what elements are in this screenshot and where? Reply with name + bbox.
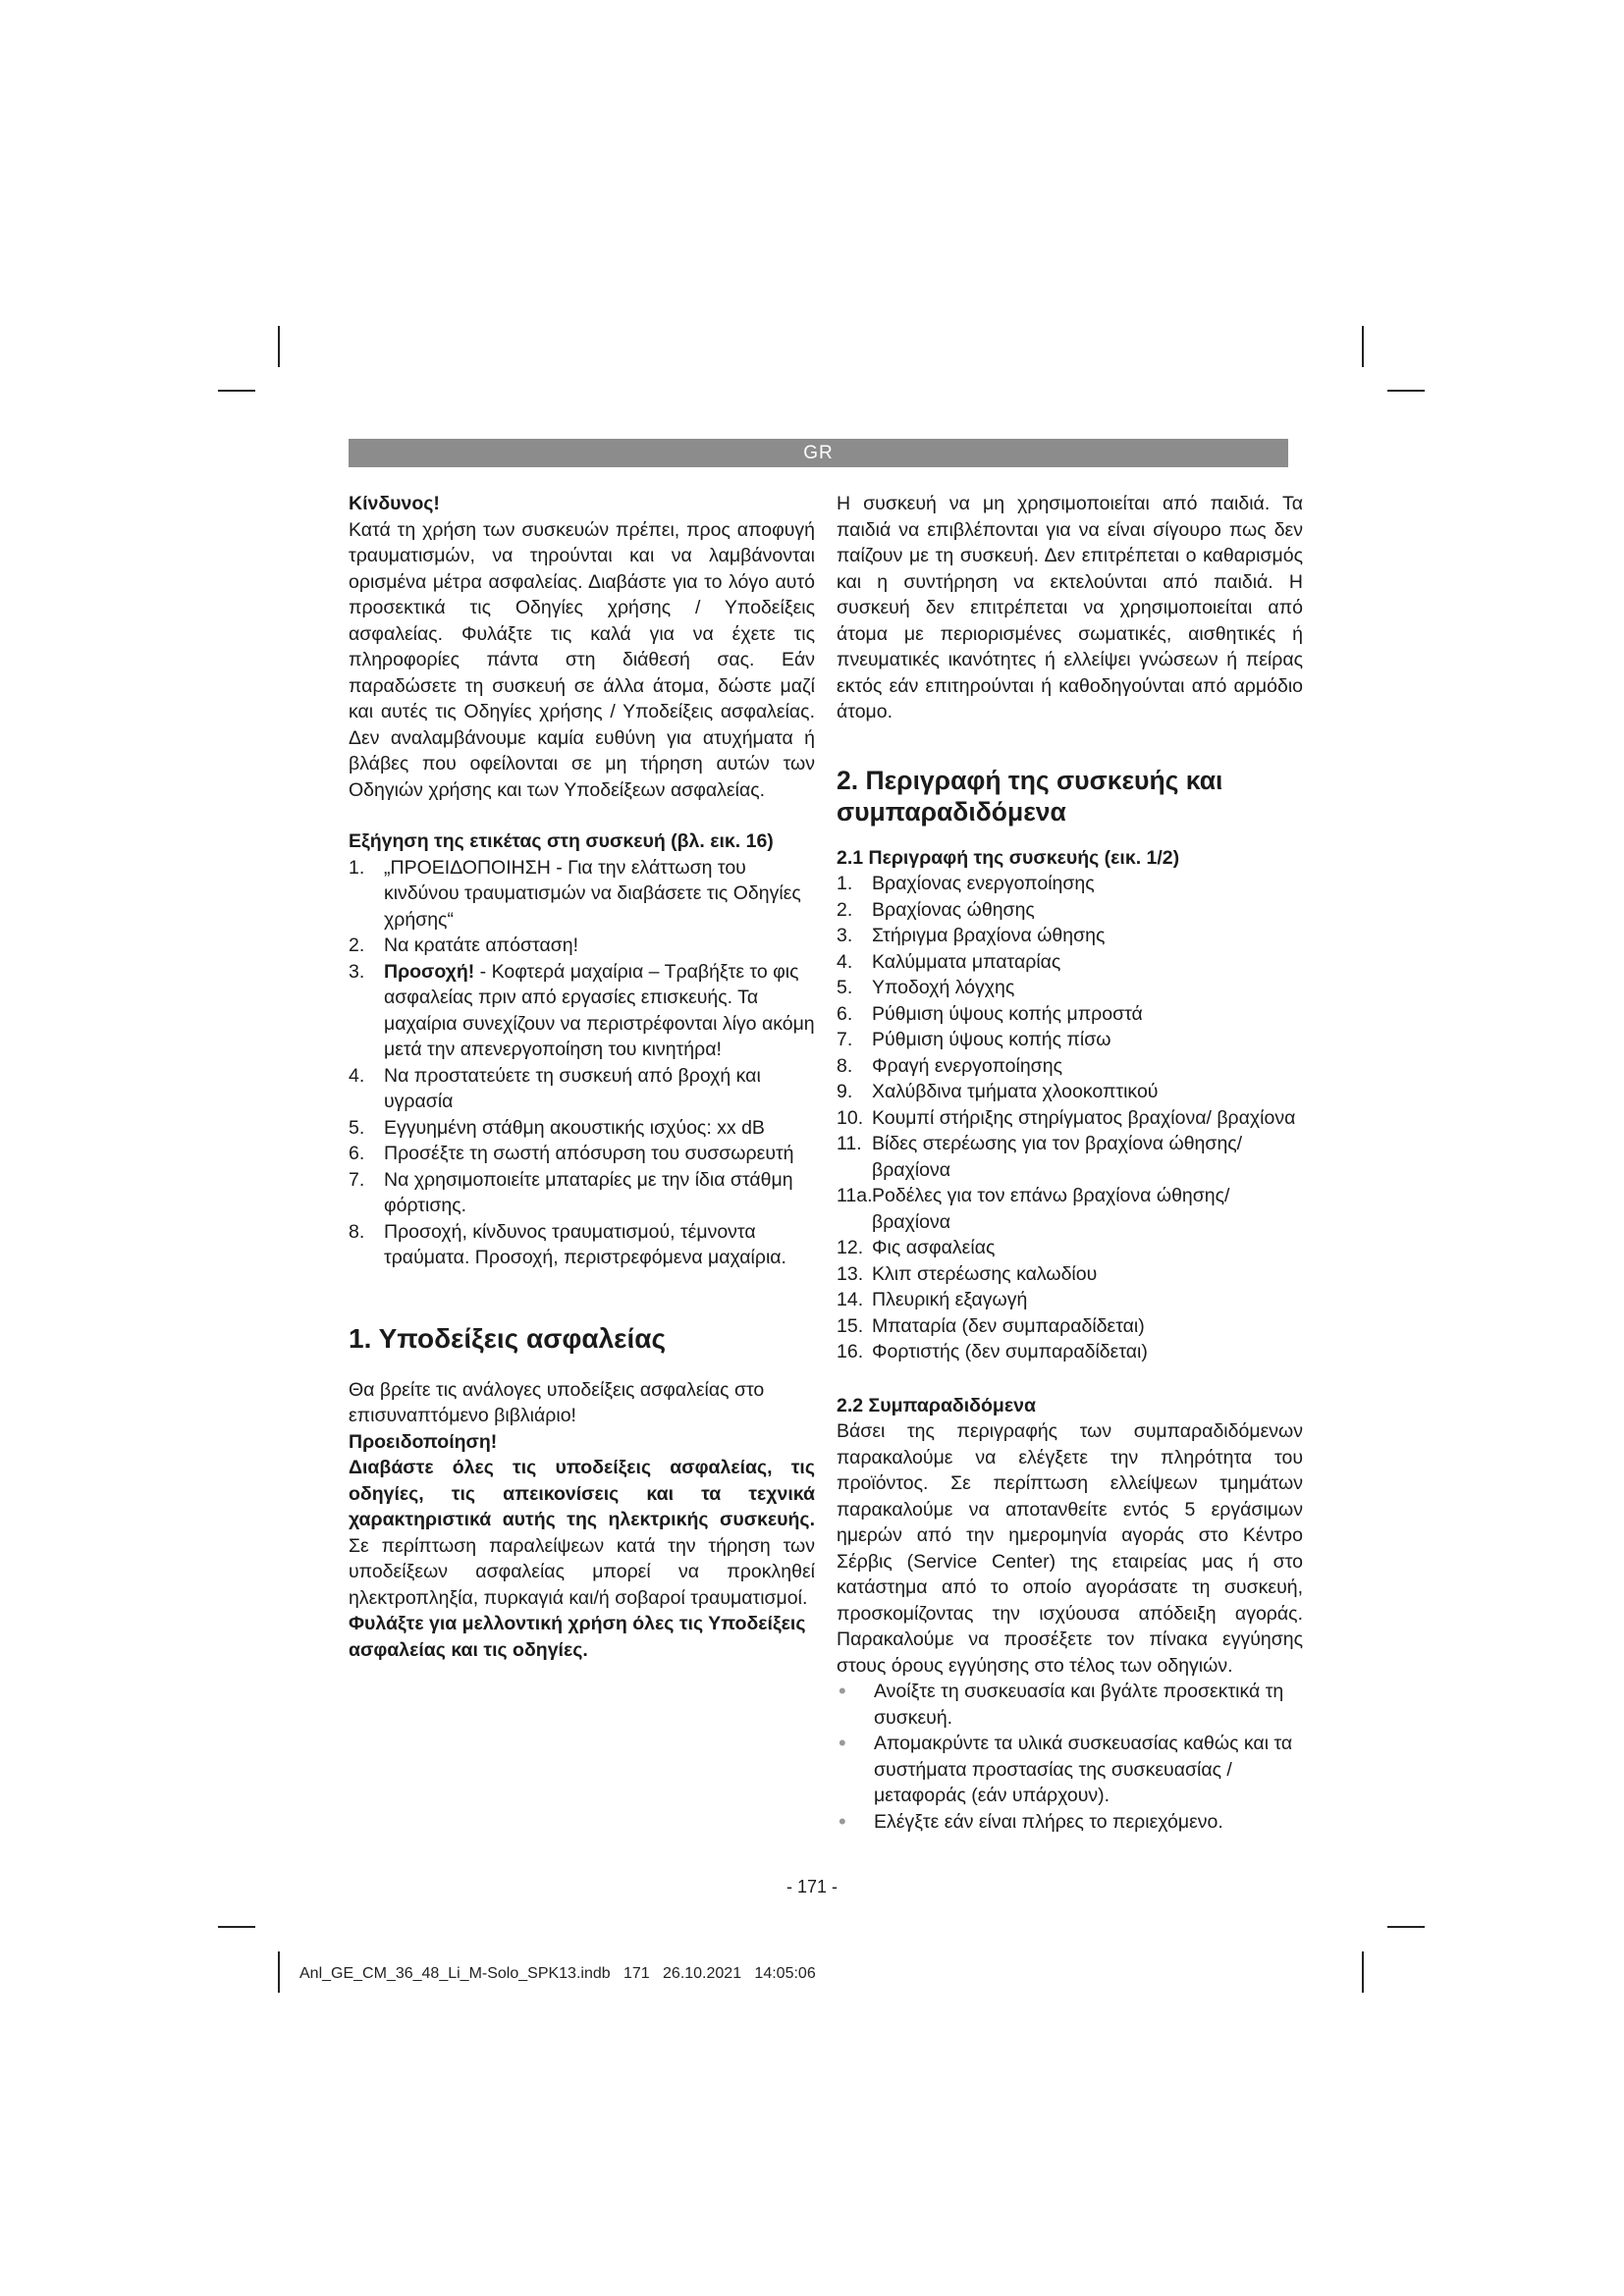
- unpacking-list: [837, 1679, 1303, 1835]
- label-explanation-title: Εξήγηση της ετικέτας στη συσκευή (βλ. εικ. 16): [349, 830, 774, 852]
- safety-text: Θα βρείτε τις ανάλογες υποδείξεις ασφαλείας στο επισυναπτόμενο βιβλιάριο!: [349, 1378, 765, 1426]
- list-item: 2. Βραχίονας ώθησης: [837, 898, 1035, 921]
- warning-title: Προειδοποίηση!: [349, 1430, 498, 1453]
- print-footer: Anl_GE_CM_36_48_Li_M-Solo_SPK13.indb 171 26.10.2021 14:05:06: [299, 1965, 816, 1982]
- crop-mark: [218, 390, 255, 392]
- keep-instructions-text: Φυλάξτε για μελλοντική χρήση όλες τις Υποδείξεις ασφαλείας και τις οδηγίες.: [349, 1613, 806, 1661]
- list-item: 1. Βραχίονας ενεργοποίησης: [837, 873, 1095, 894]
- safety-section-title: 1. Υποδείξεις ασφαλείας: [349, 1322, 667, 1354]
- danger-title: Κίνδυνος!: [349, 493, 440, 514]
- crop-mark: [278, 1951, 280, 1993]
- list-item: 8. Προσοχή, κίνδυνος τραυματισμού, τέμνοντα τραύματα. Προσοχή, περιστρεφόμενα μαχαίρια.: [349, 1220, 786, 1268]
- parts-list: [837, 871, 1303, 1365]
- crop-mark: [1387, 1926, 1425, 1928]
- children-text: Η συσκευή να μη χρησιμοποιείται από παιδιά. Τα παιδιά να επιβλέπονται για να είναι σίγουρο πως δεν παίζουν με τη συσκευή. Δεν επιτρέπεται ο καθαρισμός και η συντήρηση να εκτελούνται από παιδιά. Η συσκευή δεν επιτρέπεται να χρησιμοποιείται από άτομα με περιορισμένες σωματικές, αισθητικές ή πνευματικές ικανότητες ή ελλείψει γνώσεων ή πείρας εκτός εάν επιτηρούνται ή καθοδηγούνται από αρμόδιο άτομο.: [837, 493, 1303, 722]
- list-item: 9. Χαλύβδινα τμήματα χλοοκοπτικού: [837, 1081, 1159, 1102]
- list-item: 13. Κλιπ στερέωσης καλωδίου: [837, 1262, 1098, 1285]
- list-item: 11. Βίδες στερέωσης για τον βραχίονα ώθησης/ βραχίονα: [837, 1133, 1243, 1181]
- list-item: 4. Να προστατεύετε τη συσκευή από βροχή και υγρασία: [349, 1064, 761, 1112]
- list-item: 12. Φις ασφαλείας: [837, 1237, 996, 1258]
- scope-text: Βάσει της περιγραφής των συμπαραδιδόμενων παρακαλούμε να ελέγξετε την πληρότητα του προϊόντος. Σε περίπτωση ελλείψεων τμημάτων παρακαλούμε να αποτανθείτε εντός 5 εργάσιμων ημερών από την ημερομηνία αγοράς στο Κέντρο Σέρβις (Service Center) της εταιρείας μας ή στο κατάστημα από το οποίο αγοράσατε τη συσκευή, προσκομίζοντας την ισχύουσα απόδειξη αγοράς. Παρακαλούμε να προσέξετε τον πίνακα εγγύησης στους όρους εγγύησης στο τέλος των οδηγιών.: [837, 1420, 1303, 1677]
- warning-paragraph: [349, 1455, 815, 1611]
- description-section-title: 2. Περιγραφή της συσκευής και συμπαραδιδόμενα: [837, 765, 1223, 827]
- list-item: 10. Κουμπί στήριξης στηρίγματος βραχίονα/ βραχίονα: [837, 1106, 1296, 1129]
- warning-text: Σε περίπτωση παραλείψεων κατά την τήρηση των υποδείξεων ασφαλείας μπορεί να προκληθεί ηλεκτροπληξία, πυρκαγιά και/ή σοβαροί τραυματισμοί.: [349, 1534, 815, 1609]
- list-item: 7. Να χρησιμοποιείτε μπαταρίες με την ίδια στάθμη φόρτισης.: [349, 1168, 793, 1216]
- label-list: [349, 855, 815, 1271]
- language-label: GR: [803, 443, 834, 463]
- scope-subtitle: 2.2 Συμπαραδιδόμενα: [837, 1394, 1036, 1416]
- list-item: • Ανοίξτε τη συσκευασία και βγάλτε προσεκτικά τη συσκευή.: [839, 1679, 1284, 1729]
- list-item: 5. Εγγυημένη στάθμη ακουστικής ισχύος: xx dB: [349, 1116, 765, 1139]
- crop-mark: [218, 1926, 255, 1928]
- right-column: [837, 491, 1303, 1835]
- crop-mark: [1362, 326, 1364, 367]
- description-subtitle: 2.1 Περιγραφή της συσκευής (εικ. 1/2): [837, 846, 1180, 869]
- list-item: 14. Πλευρική εξαγωγή: [837, 1289, 1028, 1310]
- list-item: 6. Ρύθμιση ύψους κοπής μπροστά: [837, 1002, 1143, 1025]
- bullet-icon: •: [839, 1731, 846, 1755]
- list-item: 1. „ΠΡΟΕΙΔΟΠΟΙΗΣΗ - Για την ελάττωση του κινδύνου τραυματισμών να διαβάσετε τις Οδηγίες χρήσης“: [349, 856, 801, 931]
- list-item: 4. Καλύμματα μπαταρίας: [837, 950, 1061, 973]
- list-item: 3. Στήριγμα βραχίονα ώθησης: [837, 925, 1106, 946]
- list-item: 11a. Ροδέλες για τον επάνω βραχίονα ώθησης/ βραχίονα: [837, 1185, 1230, 1233]
- list-item: 6. Προσέξτε τη σωστή απόσυρση του συσσωρευτή: [349, 1143, 794, 1164]
- left-column: [349, 491, 815, 1663]
- list-item: 7. Ρύθμιση ύψους κοπής πίσω: [837, 1029, 1111, 1050]
- bullet-icon: •: [839, 1679, 846, 1703]
- danger-text: Κατά τη χρήση των συσκευών πρέπει, προς αποφυγή τραυματισμών, να τηρούνται και να λαμβάνονται ορισμένα μέτρα ασφαλείας. Διαβάστε για το λόγο αυτό προσεκτικά τις Οδηγίες χρήσης / Υποδείξεις ασφαλείας. Φυλάξτε τις καλά για να έχετε τις πληροφορίες πάντα στη διάθεσή σας. Εάν παραδώσετε τη συσκευή σε άλλα άτομα, δώστε μαζί και αυτές τις Οδηγίες χρήσης / Υποδείξεις ασφαλείας. Δεν αναλαμβάνουμε καμία ευθύνη για ατυχήματα ή βλάβες που οφείλονται σε μη τήρηση αυτών των Οδηγιών χρήσης και των Υποδείξεων ασφαλείας.: [349, 518, 815, 801]
- list-item: 16. Φορτιστής (δεν συμπαραδίδεται): [837, 1341, 1148, 1362]
- crop-mark: [1387, 390, 1425, 392]
- warning-bold-text: Διαβάστε όλες τις υποδείξεις ασφαλείας, τις οδηγίες, τις απεικονίσεις και τα τεχνικά χαρακτηριστικά αυτής της ηλεκτρικής συσκευής.: [349, 1457, 815, 1530]
- list-item: • Ελέγξτε εάν είναι πλήρες το περιεχόμενο.: [839, 1808, 1223, 1834]
- list-item: 15. Μπαταρία (δεν συμπαραδίδεται): [837, 1314, 1145, 1337]
- list-item: 8. Φραγή ενεργοποίησης: [837, 1054, 1062, 1077]
- language-header-bar: [349, 439, 1288, 467]
- list-item: 3. Προσοχή! - Κοφτερά μαχαίρια – Τραβήξτε το φις ασφαλείας πριν από εργασίες επισκευής. Τα μαχαίρια συνεχίζουν να περιστρέφονται λίγο ακόμη μετά την απενεργοποίηση του κινητήρα!: [349, 960, 815, 1060]
- list-item: 2. Να κρατάτε απόσταση!: [349, 934, 579, 956]
- list-item: 5. Υποδοχή λόγχης: [837, 977, 1015, 998]
- page-number: - 171 -: [785, 1877, 839, 1896]
- crop-mark: [1362, 1951, 1364, 1993]
- crop-mark: [278, 326, 280, 367]
- list-item: • Απομακρύντε τα υλικά συσκευασίας καθώς και τα συστήματα προστασίας της συσκευασίας / μεταφοράς (εάν υπάρχουν).: [839, 1731, 1293, 1806]
- bullet-icon: •: [839, 1808, 846, 1834]
